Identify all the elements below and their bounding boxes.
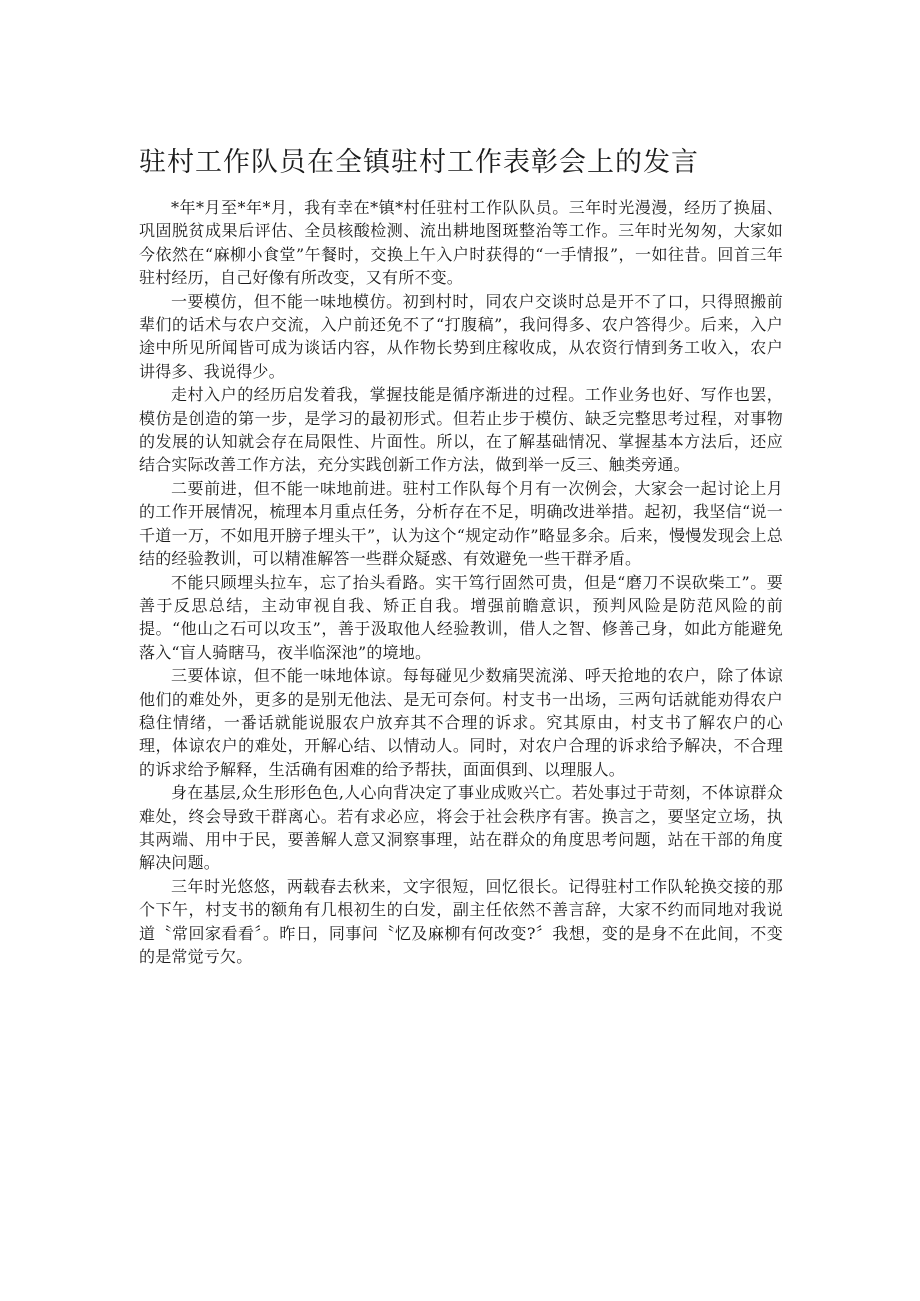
- paragraph-8: 三年时光悠悠，两载春去秋来，文字很短，回忆很长。记得驻村工作队轮换交接的那个下午，村支书的额角有几根初生的白发，副主任依然不善言辞，大家不约而同地对我说道〝常回家看看〞。昨日，同事问〝忆及麻柳有何改变?〞我想，变的是身不在此间，不变的是常觉亏欠。: [139, 876, 783, 966]
- document-title: 驻村工作队员在全镇驻村工作表彰会上的发言: [139, 147, 699, 178]
- paragraph-1: *年*月至*年*月，我有幸在*镇*村任驻村工作队队员。三年时光漫漫，经历了换届、巩固脱贫成果后评估、全员核酸检测、流出耕地图斑整治等工作。三年时光匆匆，大家如今依然在“麻柳小食堂”午餐时，交换上午入户时获得的“一手情报”，一如往昔。回首三年驻村经历，自己好像有所改变，又有所不变。: [139, 198, 783, 288]
- paragraph-3: 走村入户的经历启发着我，掌握技能是循序渐进的过程。工作业务也好、写作也罢，模仿是创造的第一步，是学习的最初形式。但若止步于模仿、缺乏完整思考过程，对事物的发展的认知就会存在局限性、片面性。所以，在了解基础情况、掌握基本方法后，还应结合实际改善工作方法，充分实践创新工作方法，做到举一反三、触类旁通。: [139, 385, 783, 475]
- paragraph-6: 三要体谅，但不能一味地体谅。每每碰见少数痛哭流涕、呼天抢地的农户，除了体谅他们的难处外，更多的是别无他法、是无可奈何。村支书一出场，三两句话就能劝得农户稳住情绪，一番话就能说服农户放弃其不合理的诉求。究其原由，村支书了解农户的心理，体谅农户的难处，开解心结、以情动人。同时，对农户合理的诉求给予解决，不合理的诉求给予解释，生活确有困难的给予帮扶，面面俱到、以理服人。: [139, 666, 783, 779]
- paragraph-2: 一要模仿，但不能一味地模仿。初到村时，同农户交谈时总是开不了口，只得照搬前辈们的话术与农户交流，入户前还免不了“打腹稿”，我问得多、农户答得少。后来，入户途中所见所闻皆可成为谈话内容，从作物长势到庄稼收成，从农资行情到务工收入，农户讲得多、我说得少。: [139, 291, 783, 381]
- paragraph-5: 不能只顾埋头拉车，忘了抬头看路。实干笃行固然可贵，但是“磨刀不误砍柴工”。要善于反思总结，主动审视自我、矫正自我。增强前瞻意识，预判风险是防范风险的前提。“他山之石可以攻玉”，善于汲取他人经验教训，借人之智、修善己身，如此方能避免落入“盲人骑瞎马，夜半临深池”的境地。: [139, 572, 783, 662]
- paragraph-4: 二要前进，但不能一味地前进。驻村工作队每个月有一次例会，大家会一起讨论上月的工作开展情况，梳理本月重点任务，分析存在不足，明确改进举措。起初，我坚信“说一千道一万，不如甩开膀子埋头干”，认为这个“规定动作”略显多余。后来，慢慢发现会上总结的经验教训，可以精准解答一些群众疑惑、有效避免一些干群矛盾。: [139, 478, 783, 569]
- paragraph-7: 身在基层,众生形形色色,人心向背决定了事业成败兴亡。若处事过于苛刻，不体谅群众难处，终会导致干群离心。若有求必应，将会于社会秩序有害。换言之，要坚定立场，执其两端、用中于民，要善解人意又洞察事理，站在群众的角度思考问题，站在干部的角度解决问题。: [139, 783, 783, 873]
- document-body: [139, 196, 783, 968]
